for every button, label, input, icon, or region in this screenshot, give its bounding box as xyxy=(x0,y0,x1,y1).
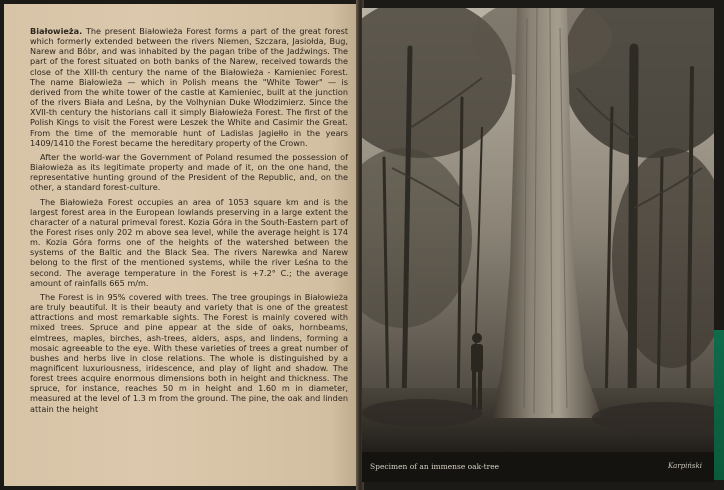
paragraph-text: The present Białowieża Forest forms a part of the great forest which formerly extended between the rivers Niemen, Szczara, Jasiołda, Bug, Narew and Bóbr, and was inhabited by the pagan tribe of the Jadźwings. The part of the forest situated on both banks of the Narew, received towards the close of the XIII-th century the name of the Białowieża - Kamieniec Forest. The name Białowieża — which in Polish means the "White Tower" — is derived from the white tower of the castle at Kamieniec, built at the junction of the rivers Biała and Leśna, by the Volhynian Duke Włodzimierz. Since the XVII-th century the historians call it simply Białowieża Forest. The first of the Polish Kings to visit the Forest were Leszek the White and Casimir the Great. From the time of the memorable hunt of Ladislas Jagiełło in the years 1409/1410 the Forest became the hereditary property of the Crown. xyxy=(30,26,348,148)
paragraph xyxy=(30,26,348,148)
body-text xyxy=(30,26,348,418)
paragraph-lead: Białowieża. xyxy=(30,26,83,36)
left-page xyxy=(4,4,360,486)
paragraph-text: The Białowieża Forest occupies an area of 1053 square km and is the largest forest area in the European lowlands preserving in a large extent the character of a natural primeval forest. Kozia Góra in the South-Eastern part of the Forest rises only 202 m above sea level, while the average height is 174 m. Kozia Góra forms one of the heights of the watershed between the systems of the Baltic and the Black Sea. The rivers Narewka and Narew belong to the first of the mentioned systems, while the river Leśna to the second. The average temperature in the Forest is +7.2° C.; the average amount of rainfalls 665 m/m. xyxy=(30,196,348,288)
photo-caption: Specimen of an immense oak-tree xyxy=(370,462,500,471)
paragraph-text: After the world-war the Government of Poland resumed the possession of Białowieża as its legitimate property and made of it, on the one hand, the representative hunting ground of the President of the Republic, and, on the other, a standard forest-culture. xyxy=(30,151,348,193)
paragraph xyxy=(30,197,348,288)
paragraph xyxy=(30,292,348,414)
paragraph-text: The Forest is in 95% covered with trees. The tree groupings in Białowieża are truly beautiful. It is their beauty and variety that is one of the greatest attractions and most remarkable sights. The Forest is mainly covered with mixed trees. Spruce and pine appear at the side of oaks, hornbeams, elmtrees, maples, birches, ash-trees, alders, asps, and lindens, forming a mosaic agreeable to the eye. With these varieties of trees a great number of bushes and herbs live in close relations. The whole is distinguished by a magnificent luxuriousness, iridescence, and play of light and shadow. The forest trees acquire enormous dimensions both in height and thickness. The spruce, for instance, reaches 50 m in height and 1.60 m in diameter, measured at the level of 1.3 m from the ground. The pine, the oak and linden attain the height xyxy=(30,291,348,414)
green-page-tab xyxy=(714,330,724,480)
photo-credit: Karpiński xyxy=(667,462,702,470)
paragraph xyxy=(30,152,348,193)
forest-photo-illustration xyxy=(362,8,714,452)
right-page xyxy=(362,8,714,482)
oak-tree-photo xyxy=(362,8,714,452)
